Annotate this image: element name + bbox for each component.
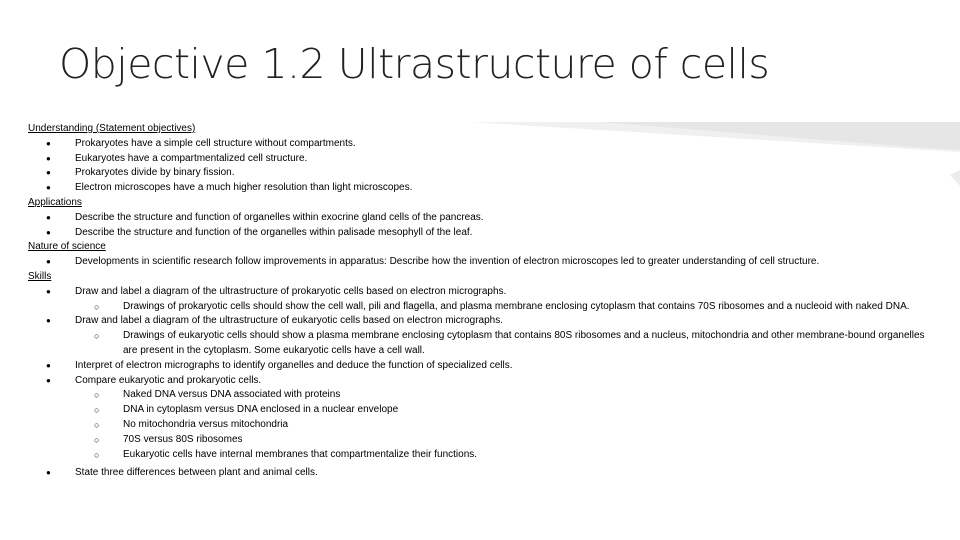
section-heading-nature-of-science: Nature of science (28, 241, 106, 253)
list-item: ● Compare eukaryotic and prokaryotic cells. (28, 374, 928, 389)
list-item: ● Draw and label a diagram of the ultrastructure of eukaryotic cells based on electron micrographs. (28, 314, 928, 329)
list-item: ● Electron microscopes have a much higher resolution than light microscopes. (28, 181, 928, 196)
bullet-disc-icon: ● (46, 168, 51, 178)
bullet-disc-icon: ● (46, 286, 51, 296)
bullet-circle-icon: ○ (94, 405, 100, 416)
bullet-circle-icon: ○ (94, 390, 100, 401)
sub-list-item: ○ Eukaryotic cells have internal membranes that compartmentalize their functions. (28, 448, 928, 463)
sub-list-item: ○ No mitochondria versus mitochondria (28, 418, 928, 433)
bullet-disc-icon: ● (46, 227, 51, 237)
bullet-disc-icon: ● (46, 375, 51, 385)
section-heading-applications: Applications (28, 196, 82, 208)
sub-list-item: ○ DNA in cytoplasm versus DNA enclosed in a nuclear envelope (28, 403, 928, 418)
list-item: ● Developments in scientific research follow improvements in apparatus: Describe how the invention of electron microscopes led to greater understanding of cell structure. (28, 255, 928, 270)
list-item: ● Eukaryotes have a compartmentalized cell structure. (28, 152, 928, 167)
sub-list-item: ○ 70S versus 80S ribosomes (28, 433, 928, 448)
list-item: ● Draw and label a diagram of the ultrastructure of prokaryotic cells based on electron micrographs. (28, 285, 928, 300)
bullet-circle-icon: ○ (94, 419, 100, 430)
list-item: ● Prokaryotes have a simple cell structure without compartments. (28, 137, 928, 152)
bullet-disc-icon: ● (46, 153, 51, 163)
bullet-disc-icon: ● (46, 468, 51, 478)
page-title: Objective 1.2 Ultrastructure of cells (59, 40, 770, 88)
section-heading-skills: Skills (28, 270, 52, 282)
bullet-disc-icon: ● (46, 183, 51, 193)
list-item: ● State three differences between plant and animal cells. (28, 466, 928, 481)
list-item: ● Interpret of electron micrographs to identify organelles and deduce the function of specialized cells. (28, 359, 928, 374)
bullet-circle-icon: ○ (94, 331, 100, 342)
list-item: ● Prokaryotes divide by binary fission. (28, 166, 928, 181)
bullet-circle-icon: ○ (94, 301, 100, 312)
list-item: ● Describe the structure and function of the organelles within palisade mesophyll of the leaf. (28, 226, 928, 241)
list-item: ● Describe the structure and function of organelles within exocrine gland cells of the pancreas. (28, 211, 928, 226)
bullet-disc-icon: ● (46, 212, 51, 222)
bullet-disc-icon: ● (46, 138, 51, 148)
sub-list-item: ○ Drawings of prokaryotic cells should show the cell wall, pili and flagella, and plasma membrane enclosing cytoplasm that contains 70S ribosomes and a nucleoid with naked DNA. (28, 300, 928, 315)
bullet-circle-icon: ○ (94, 449, 100, 460)
bullet-disc-icon: ● (46, 316, 51, 326)
bullet-circle-icon: ○ (94, 434, 100, 445)
bullet-disc-icon: ● (46, 257, 51, 267)
sub-list-item: ○ Naked DNA versus DNA associated with proteins (28, 388, 928, 403)
sub-list-item: ○ Drawings of eukaryotic cells should show a plasma membrane enclosing cytoplasm that contains 80S ribosomes and a nucleus, mitochondria and other membrane-bound organelles are present in the cytoplasm. Some eukaryotic cells have a cell wall. (94, 330, 925, 356)
objectives-list (28, 122, 928, 481)
bullet-disc-icon: ● (46, 360, 51, 370)
section-heading-understanding: Understanding (Statement objectives) (28, 123, 196, 134)
